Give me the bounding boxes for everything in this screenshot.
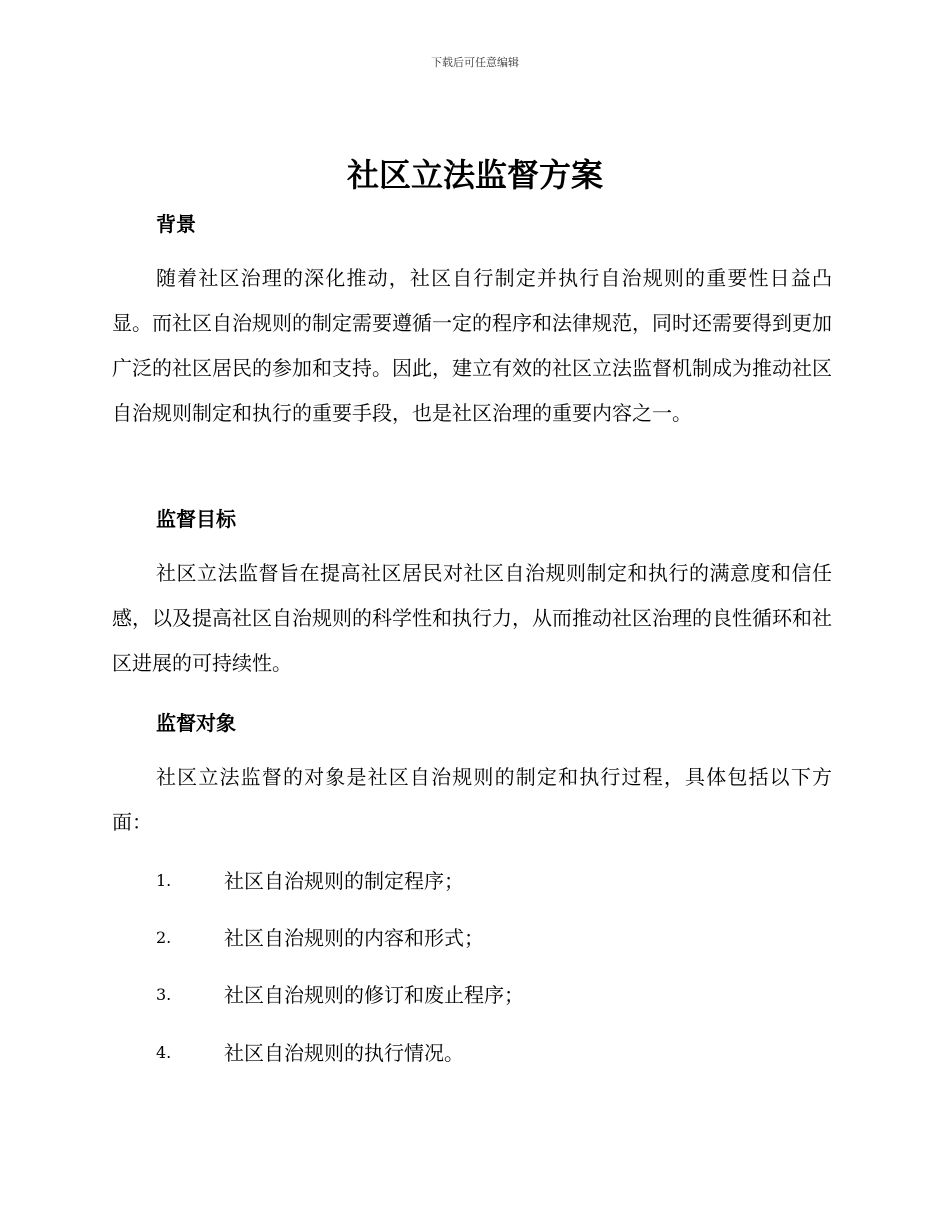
section-heading-goals: 监督目标 xyxy=(156,507,236,531)
list-number: 4. xyxy=(156,1043,172,1062)
document-title: 社区立法监督方案 xyxy=(346,156,603,194)
section-paragraph-goals: 社区立法监督旨在提高社区居民对社区自治规则制定和执行的满意度和信任感，以及提高社区自治规则的科学性和执行力，从而推动社区治理的良性循环和社区进展的可持续性。 xyxy=(112,561,832,675)
list-item xyxy=(156,980,836,1010)
section-paragraph-subjects: 社区立法监督的对象是社区自治规则的制定和执行过程，具体包括以下方面： xyxy=(112,765,832,834)
list-number: 3. xyxy=(156,985,172,1004)
list-text: 社区自治规则的执行情况。 xyxy=(224,1041,464,1065)
section-paragraph-background: 随着社区治理的深化推动，社区自行制定并执行自治规则的重要性日益凸显。而社区自治规则的制定需要遵循一定的程序和法律规范，同时还需要得到更加广泛的社区居民的参加和支持。因此，建立有效的社区立法监督机制成为推动社区自治规则制定和执行的重要手段，也是社区治理的重要内容之一。 xyxy=(112,266,832,425)
list-text: 社区自治规则的制定程序； xyxy=(224,869,464,893)
section-heading-subjects: 监督对象 xyxy=(156,711,236,735)
list-text: 社区自治规则的内容和形式； xyxy=(224,926,484,950)
list-text: 社区自治规则的修订和废止程序； xyxy=(224,983,524,1007)
list-number: 1. xyxy=(156,871,172,890)
header-note: 下载后可任意编辑 xyxy=(431,56,519,69)
list-item xyxy=(156,923,836,953)
section-heading-background: 背景 xyxy=(156,212,196,236)
list-number: 2. xyxy=(156,928,172,947)
list-item xyxy=(156,866,836,896)
list-item xyxy=(156,1038,836,1068)
